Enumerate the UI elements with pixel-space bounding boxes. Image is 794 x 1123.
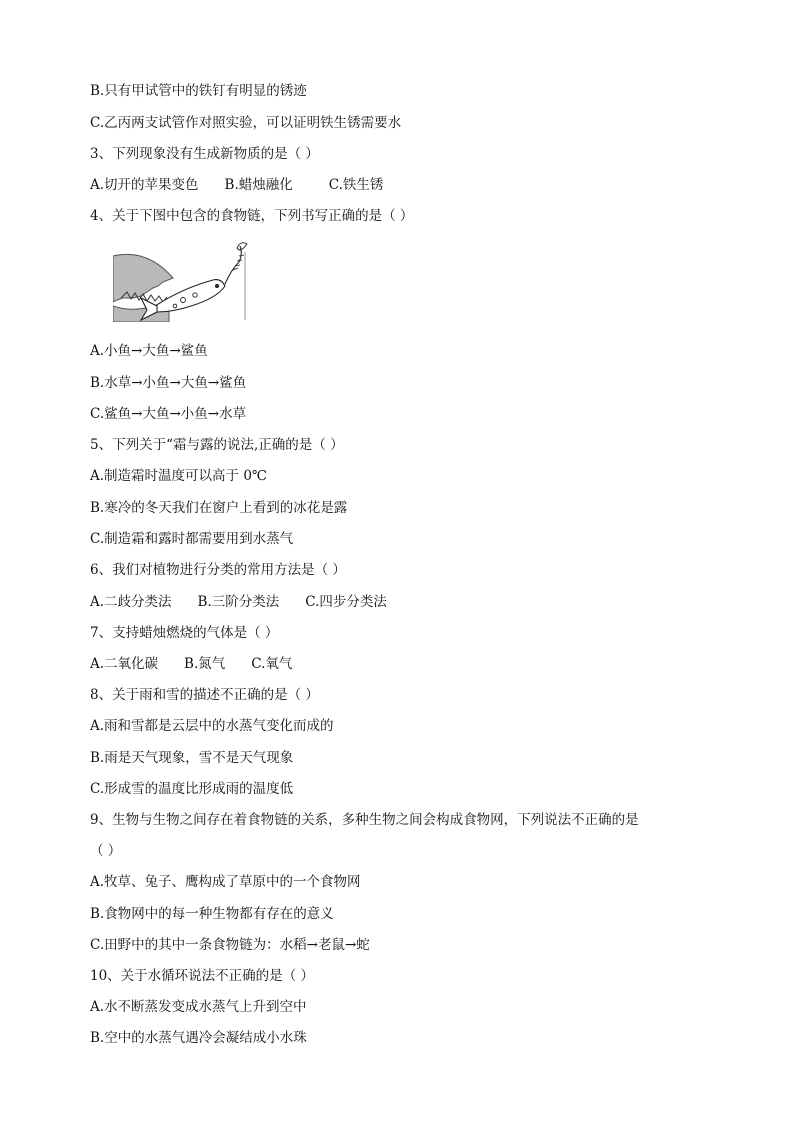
food-chain-figure (113, 240, 253, 322)
option-line: B.水草→小鱼→大鱼→鲨鱼 (90, 375, 247, 391)
question-4: 4、关于下图中包含的食物链，下列书写正确的是（ ） (90, 208, 414, 224)
option-line: B.空中的水蒸气遇冷会凝结成小水珠 (90, 1030, 307, 1046)
option-line: C.田野中的其中一条食物链为：水稻→老鼠→蛇 (90, 937, 370, 953)
option-line: A.小鱼→大鱼→鲨鱼 (90, 343, 208, 359)
question-7-options (90, 655, 292, 673)
option-line: B.食物网中的每一种生物都有存在的意义 (90, 906, 334, 922)
option-line: A.牧草、兔子、鹰构成了草原中的一个食物网 (90, 874, 361, 890)
option-a: A.二氧化碳 (90, 656, 159, 672)
option-line: A.水不断蒸发变成水蒸气上升到空中 (90, 999, 307, 1015)
option-a: A.切开的苹果变色 (90, 177, 199, 193)
option-c: C.四步分类法 (305, 594, 387, 610)
option-line: A.雨和雪都是云层中的水蒸气变化而成的 (90, 718, 334, 734)
shrimp-head (237, 243, 247, 250)
question-10: 10、关于水循环说法不正确的是（ ） (90, 968, 314, 984)
option-line: B.只有甲试管中的铁钉有明显的锈迹 (90, 83, 307, 99)
question-7: 7、支持蜡烛燃烧的气体是（ ） (90, 625, 279, 641)
option-line: B.寒冷的冬天我们在窗户上看到的冰花是露 (90, 500, 348, 516)
option-line: C.形成雪的温度比形成雨的温度低 (90, 781, 294, 797)
option-b: B.三阶分类法 (197, 594, 280, 610)
option-c: C.氧气 (251, 656, 293, 672)
option-line: C.制造霜和露时都需要用到水蒸气 (90, 531, 294, 547)
fish-body (155, 280, 225, 312)
option-b: B.氮气 (184, 656, 226, 672)
question-9-paren: （ ） (90, 843, 122, 859)
option-line: B.雨是天气现象，雪不是天气现象 (90, 750, 294, 766)
question-8: 8、关于雨和雪的描述不正确的是（ ） (90, 687, 319, 703)
option-c: C.铁生锈 (328, 177, 384, 193)
fish-eye (215, 284, 219, 288)
question-3-options (90, 176, 383, 194)
question-6-options (90, 593, 387, 611)
option-line: A.制造霜时温度可以高于 0℃ (90, 468, 268, 484)
option-line: C.乙丙两支试管作对照实验，可以证明铁生锈需要水 (90, 115, 402, 131)
question-5: 5、下列关于“霜与露的说法,正确的是（ ） (90, 437, 344, 453)
option-line: C.鲨鱼→大鱼→小鱼→水草 (90, 406, 247, 422)
option-a: A.二歧分类法 (90, 594, 172, 610)
question-6: 6、我们对植物进行分类的常用方法是（ ） (90, 562, 346, 578)
option-b: B.蜡烛融化 (224, 177, 293, 193)
question-3: 3、下列现象没有生成新物质的是（ ） (90, 146, 319, 162)
question-9: 9、生物与生物之间存在着食物链的关系，多种生物之间会构成食物网，下列说法不正确的是 (90, 812, 639, 828)
